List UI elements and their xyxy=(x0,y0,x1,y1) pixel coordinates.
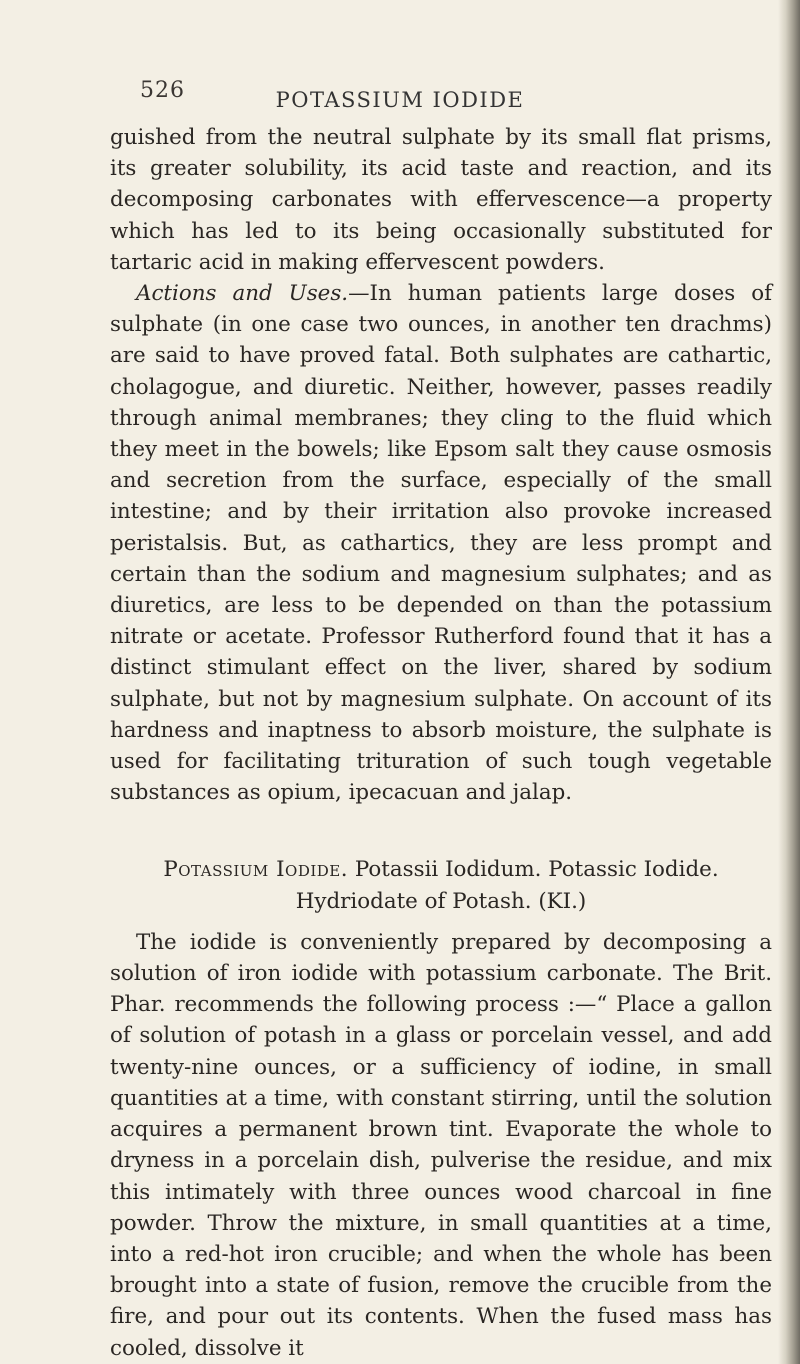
page-body xyxy=(110,122,772,1364)
running-title: POTASSIUM IODIDE xyxy=(275,88,525,112)
actions-and-uses-paragraph xyxy=(110,278,772,808)
page-header xyxy=(0,72,800,112)
iodide-preparation-paragraph: The iodide is conveniently prepared by decomposing a solution of iron iodide with potassium carbonate. The Brit. Phar. recommends the following process :—“ Place a gallon of solution of potash in a glass or porcelain vessel, and add twenty-nine ounces, or a sufficiency of iodine, in small quantities at a time, with constant stirring, until the solution acquires a permanent brown tint. Evaporate the whole to dryness in a porcelain dish, pulverise the residue, and mix this intimately with three ounces wood charcoal in fine powder. Throw the mixture, in small quantities at a time, into a red-hot iron crucible; and when the whole has been brought into a state of fusion, remove the crucible from the fire, and pour out its contents. When the fused mass has cooled, dissolve it xyxy=(110,929,772,1361)
page-number: 526 xyxy=(140,78,185,103)
section-heading-synonyms: Potassii Iodidum. Potassic Iodide. xyxy=(354,857,719,883)
sulphate-continuation-paragraph: guished from the neutral sulphate by its small flat prisms, its greater solubility, its acid taste and reaction, and its decomposing carbonates with effervescence—a property which has led to its being occasionally substituted for tartaric acid in making effervescent powders. xyxy=(110,125,772,275)
section-heading xyxy=(110,854,772,885)
actions-and-uses-label: Actions and Uses. xyxy=(136,281,349,307)
heading-gap xyxy=(110,917,772,927)
section-gap xyxy=(110,808,772,854)
page-edge-shadow xyxy=(778,0,800,1364)
actions-and-uses-text: —In human patients large doses of sulphate (in one case two ounces, in another ten drachms) are said to have proved fatal. Both sulphates are cathartic, cholagogue, and diuretic. Neither, however, passes readily through animal membranes; they cling to the fluid which they meet in the bowels; like Epsom salt they cause osmosis and secretion from the surface, especially of the small intestine; and by their irritation also provoke increased peristalsis. But, as cathartics, they are less prompt and certain than the sodium and magnesium sulphates; and as diuretics, are less to be depended on than the potassium nitrate or acetate. Professor Rutherford found that it has a distinct stimulant effect on the liver, shared by sodium sulphate, but not by magnesium sulphate. On account of its hardness and inaptness to absorb moisture, the sulphate is used for facilitating trituration of such tough vegetable substances as opium, ipecacuan and jalap. xyxy=(110,281,772,806)
section-heading-name: Potassium Iodide. xyxy=(163,857,349,883)
section-heading-line2: Hydriodate of Potash. (KI.) xyxy=(295,888,587,914)
